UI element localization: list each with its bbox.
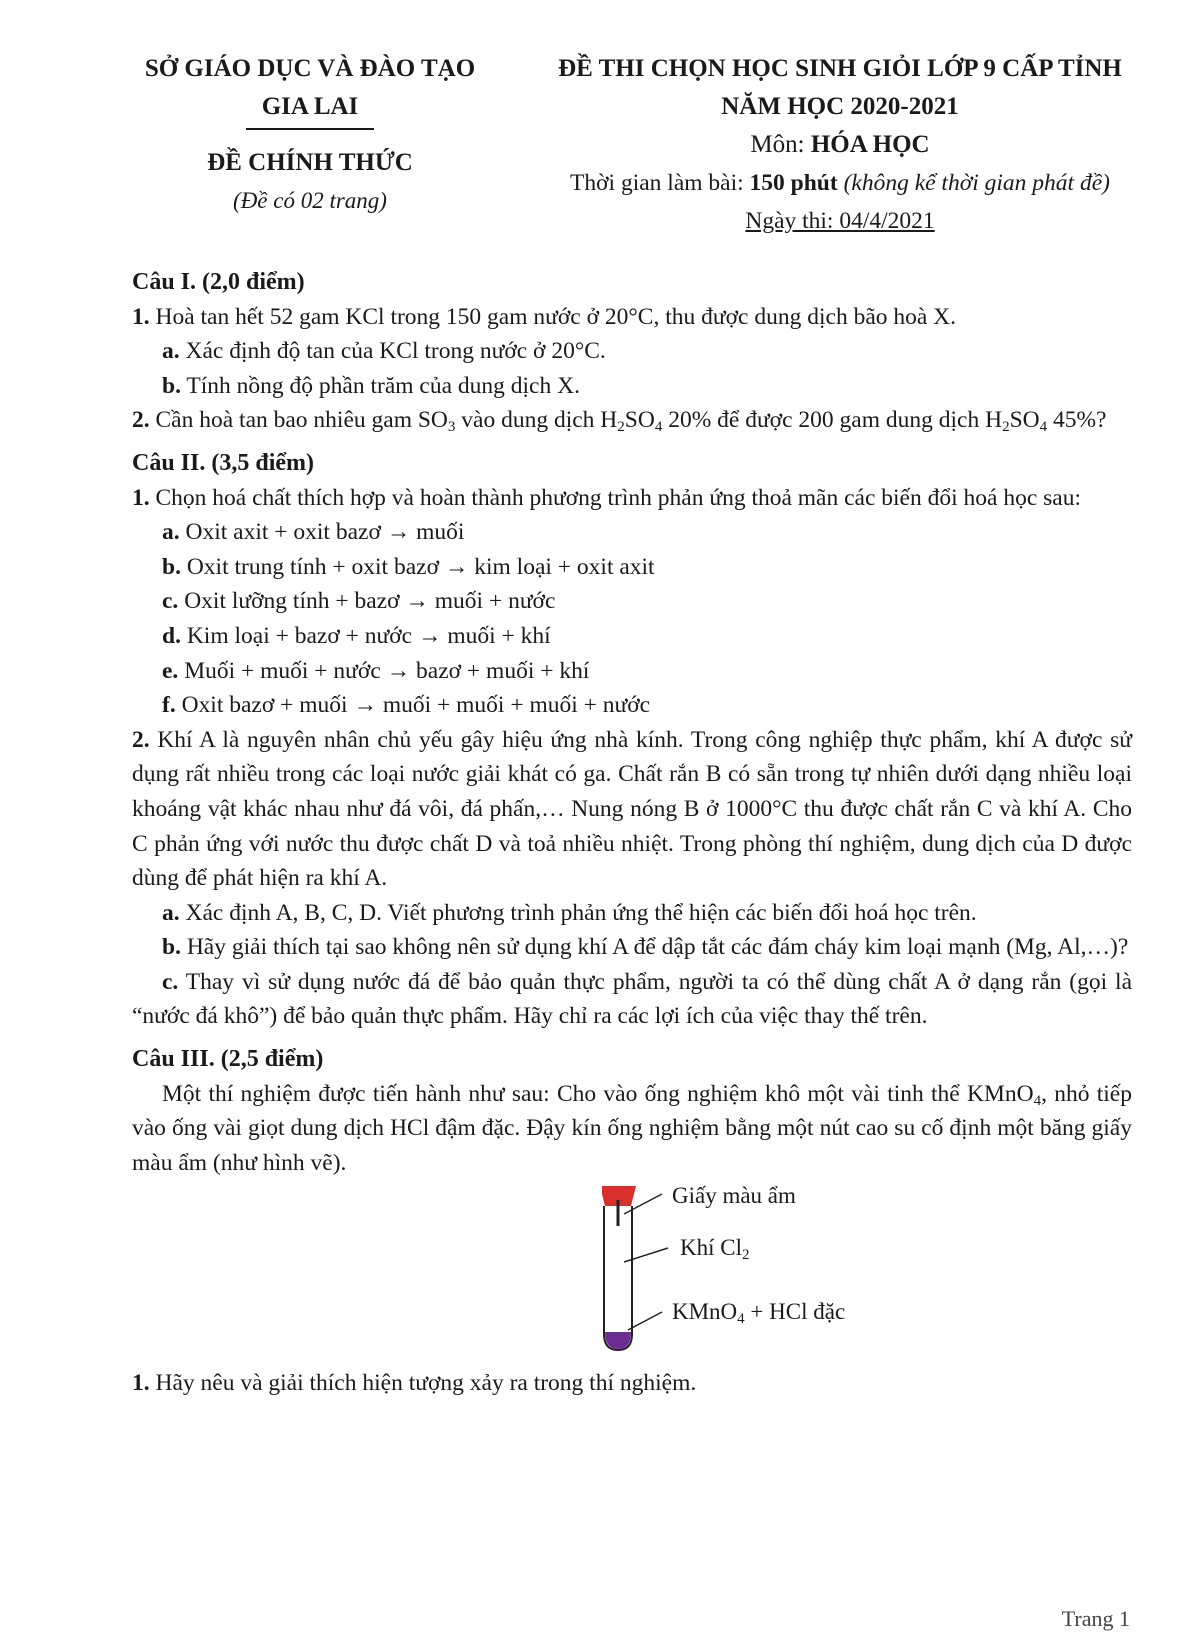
sub-letter: d. bbox=[162, 622, 181, 649]
subscript: 3 bbox=[447, 419, 456, 436]
part-text: Khí A là nguyên nhân chủ yếu gây hiệu ứng nhà kính. Trong công nghiệp thực phẩm, khí A được sử dụng rất nhiều trong các loại nước giải khát có ga. Chất rắn B có sẵn trong tự nhiên dưới dạng nhiều loại khoáng vật khác nhau như đá vôi, đá phấn,… Nung nóng B ở 1000°C thu được chất rắn C và khí A. Cho C phản ứng với nước thu được chất D và toả nhiều nhiệt. Trong phòng thí nghiệm, dung dịch của D được dùng để phát hiện ra khí A. bbox=[132, 726, 1132, 892]
part-number: 1. bbox=[132, 484, 150, 511]
label-chlorine-gas bbox=[680, 1234, 749, 1262]
department-name: SỞ GIÁO DỤC VÀ ĐÀO TẠO bbox=[144, 55, 476, 82]
text-run: 45%? bbox=[1047, 407, 1107, 434]
reaction-item bbox=[132, 550, 1132, 585]
question-1-part-2 bbox=[132, 403, 1132, 438]
part-number: 1. bbox=[132, 303, 150, 330]
sub-text: Kim loại + bazơ + nước → muối + khí bbox=[180, 622, 551, 649]
text-run: + HCl đặc bbox=[744, 1299, 846, 1325]
sub-letter: b. bbox=[162, 553, 181, 580]
subject-line bbox=[520, 126, 1160, 164]
sub-letter: a. bbox=[162, 338, 180, 365]
question-2-heading: Câu II. (3,5 điểm) bbox=[132, 449, 315, 476]
label-wet-paper: Giấy màu ẩm bbox=[672, 1183, 796, 1209]
time-label: Thời gian làm bài: bbox=[570, 170, 750, 196]
school-year: NĂM HỌC 2020-2021 bbox=[721, 93, 959, 120]
sub-text: Xác định A, B, C, D. Viết phương trình phản ứng thể hiện các biến đổi hoá học trên. bbox=[179, 899, 977, 926]
sub-letter: e. bbox=[162, 657, 179, 684]
text-run: Khí Cl bbox=[680, 1235, 742, 1261]
question-2-part-2a bbox=[132, 896, 1132, 931]
subscript: 2 bbox=[617, 419, 625, 436]
reaction-item bbox=[132, 619, 1132, 654]
reaction-item bbox=[132, 688, 1132, 723]
official-status: ĐỀ CHÍNH THỨC bbox=[207, 149, 413, 176]
text-run: KMnO bbox=[672, 1299, 738, 1325]
text-run: Cần hoà tan bao nhiêu gam SO bbox=[149, 407, 448, 434]
sub-text: Tính nồng độ phần trăm của dung dịch X. bbox=[180, 372, 580, 399]
subscript: 2 bbox=[1002, 419, 1010, 436]
part-text: Chọn hoá chất thích hợp và hoàn thành phương trình phản ứng thoả mãn các biến đổi hoá học sau: bbox=[149, 484, 1081, 511]
question-1-part-1a bbox=[132, 334, 1132, 369]
question-1-part-1b bbox=[132, 369, 1132, 404]
exam-content bbox=[132, 265, 1132, 1401]
reaction-item bbox=[132, 654, 1132, 689]
reagent-pointer-line bbox=[628, 1312, 662, 1330]
header-left bbox=[100, 50, 520, 220]
gas-pointer-line bbox=[624, 1248, 668, 1262]
text-run: vào dung dịch H bbox=[455, 407, 618, 434]
time-line bbox=[520, 164, 1160, 202]
subject-label: Môn: bbox=[750, 131, 811, 158]
question-2-part-2c bbox=[132, 965, 1132, 1034]
header-right bbox=[520, 50, 1160, 240]
time-note: (không kể thời gian phát đề) bbox=[837, 170, 1110, 196]
text-run: , nhỏ tiếp vào ống vài giọt dung dịch HCl đậm đặc. Đậy kín ống nghiệm bằng một nút cao su cố định một băng giấy màu ẩm (như hình vẽ). bbox=[132, 1080, 1132, 1176]
header-divider bbox=[246, 128, 374, 130]
question-2-part-2 bbox=[132, 723, 1132, 896]
part-text: Hãy nêu và giải thích hiện tượng xảy ra trong thí nghiệm. bbox=[149, 1370, 697, 1397]
sub-letter: a. bbox=[162, 899, 180, 926]
sub-letter: b. bbox=[162, 934, 181, 961]
label-reagents bbox=[672, 1298, 845, 1326]
part-number: 1. bbox=[132, 1370, 150, 1397]
sub-text: Xác định độ tan của KCl trong nước ở 20°C. bbox=[179, 338, 606, 365]
subscript: 2 bbox=[741, 1247, 750, 1264]
question-1-part-1 bbox=[132, 300, 1132, 335]
subscript: 4 bbox=[1039, 419, 1048, 436]
sub-text: Oxit trung tính + oxit bazơ → kim loại + oxit axit bbox=[180, 553, 655, 580]
subscript: 4 bbox=[654, 419, 663, 436]
reaction-item bbox=[132, 584, 1132, 619]
sub-letter: a. bbox=[162, 519, 180, 546]
part-number: 2. bbox=[132, 726, 150, 753]
question-1-heading: Câu I. (2,0 điểm) bbox=[132, 269, 305, 295]
text-run: SO bbox=[624, 407, 655, 434]
sub-text: Oxit lưỡng tính + bazơ → muối + nước bbox=[178, 588, 556, 615]
sub-text: Oxit axit + oxit bazơ → muối bbox=[179, 519, 465, 546]
time-value: 150 phút bbox=[749, 170, 838, 196]
subject-name: HÓA HỌC bbox=[810, 131, 930, 158]
sub-letter: c. bbox=[162, 588, 179, 615]
text-run: 20% để được 200 gam dung dịch H bbox=[662, 407, 1003, 434]
part-text: Hoà tan hết 52 gam KCl trong 150 gam nước ở 20°C, thu được dung dịch bão hoà X. bbox=[149, 303, 957, 330]
subscript: 4 bbox=[1033, 1092, 1042, 1109]
question-3-intro bbox=[132, 1077, 1132, 1181]
page-number: Trang 1 bbox=[1061, 1606, 1130, 1631]
text-run: Một thí nghiệm được tiến hành như sau: Cho vào ống nghiệm khô một vài tinh thể KMnO bbox=[162, 1080, 1034, 1107]
sub-text: Hãy giải thích tại sao không nên sử dụng khí A để dập tắt các đám cháy kim loại mạnh (Mg, Al,…)? bbox=[180, 934, 1129, 961]
question-3-part-1 bbox=[132, 1366, 1132, 1401]
reaction-item bbox=[132, 515, 1132, 550]
province-name: GIA LAI bbox=[261, 93, 359, 120]
test-tube-diagram bbox=[132, 1184, 1132, 1366]
question-3-heading: Câu III. (2,5 điểm) bbox=[132, 1046, 324, 1073]
sub-text: Thay vì sử dụng nước đá để bảo quản thực phẩm, người ta có thể dùng chất A ở dạng rắn (gọi là “nước đá khô”) để bảo quản thực phẩm. Hãy chỉ ra các lợi ích của việc thay thế trên. bbox=[132, 968, 1132, 1030]
sub-text: Muối + muối + nước → bazơ + muối + khí bbox=[178, 657, 590, 684]
exam-date: Ngày thi: 04/4/2021 bbox=[745, 208, 935, 234]
test-tube-outline bbox=[604, 1206, 632, 1350]
page-count-note: (Đề có 02 trang) bbox=[233, 188, 387, 213]
sub-letter: b. bbox=[162, 372, 181, 399]
question-2-part-1 bbox=[132, 481, 1132, 516]
part-number: 2. bbox=[132, 407, 150, 434]
question-2-part-2b bbox=[132, 930, 1132, 965]
sub-text: Oxit bazơ + muối → muối + muối + muối + nước bbox=[175, 692, 651, 719]
sub-letter: f. bbox=[162, 692, 176, 719]
subscript: 4 bbox=[737, 1311, 745, 1328]
sub-letter: c. bbox=[162, 968, 179, 995]
test-tube-figure bbox=[602, 1184, 862, 1366]
text-run: SO bbox=[1009, 407, 1040, 434]
exam-title: ĐỀ THI CHỌN HỌC SINH GIỎI LỚP 9 CẤP TỈNH bbox=[558, 55, 1122, 82]
